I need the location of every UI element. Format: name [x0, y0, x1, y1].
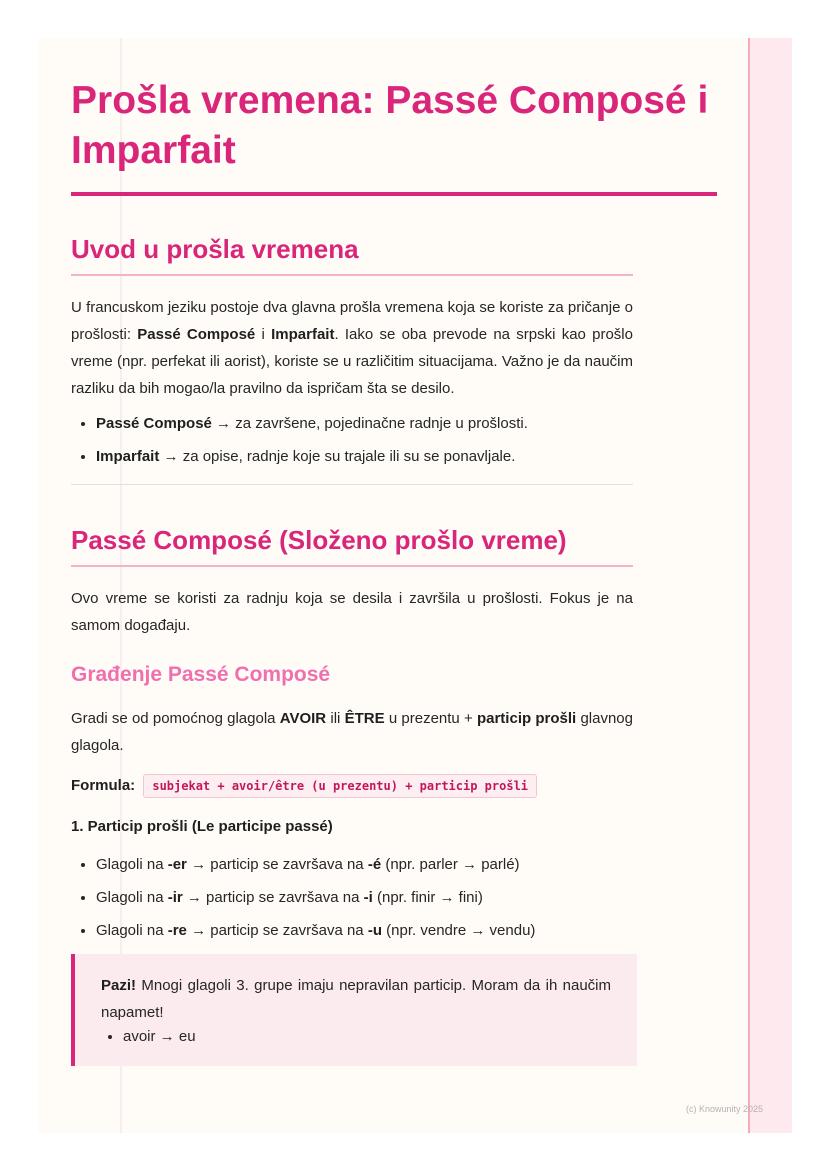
list-item: • avoir → eu	[123, 1026, 611, 1048]
text: i	[255, 326, 272, 343]
section-underline	[71, 274, 633, 276]
list-item	[96, 414, 633, 433]
passe-compose-intro: Ovo vreme se koristi za radnju koja se desila i završila u prošlosti. Fokus je na samom događaju.	[71, 590, 633, 634]
text: . Iako se oba prevode na srpski kao prošlo vreme (npr. perfekat ili aorist), koriste se u različitim situacijama. Važno je da naučim razliku da bih mogao/la pravilno da ispričam šta se desilo.	[71, 326, 633, 397]
title-underline	[71, 192, 717, 196]
bold-text: -i	[363, 889, 373, 906]
bold-text: Passé Composé	[137, 326, 256, 343]
page-sheet	[38, 38, 792, 1133]
text: U francuskom jeziku postoje dva glavna prošla vremena koja se koriste za pričanje o prošlosti:	[71, 299, 633, 343]
formula-label: Formula:	[71, 777, 136, 794]
formula-code: subjekat + avoir/être (u prezentu) + particip prošli	[143, 774, 537, 798]
section-divider	[71, 484, 633, 485]
bold-text: ÊTRE	[344, 710, 385, 727]
list-item	[96, 855, 633, 874]
bold-text: AVOIR	[279, 710, 327, 727]
tense-overview-list	[71, 414, 633, 466]
margin-line	[748, 38, 750, 1133]
subsection-heading: Građenje Passé Composé	[71, 663, 331, 686]
bold-text: Passé Composé	[96, 415, 212, 432]
section-underline	[71, 565, 633, 567]
bold-text: -u	[367, 922, 382, 939]
text: (npr. vendre → vendu)	[382, 922, 536, 939]
list-item	[96, 921, 633, 940]
section-heading-intro: Uvod u prošla vremena	[71, 234, 359, 264]
participle-rules-list	[71, 855, 633, 940]
bold-text: Pazi!	[101, 977, 137, 994]
bold-text: Imparfait	[96, 448, 160, 465]
building-paragraph	[71, 705, 633, 759]
document-content	[71, 76, 709, 1066]
text: u prezentu +	[384, 710, 477, 727]
callout-text	[101, 972, 611, 1026]
list-item	[96, 447, 633, 466]
list-item	[96, 888, 633, 907]
warning-callout	[71, 954, 637, 1066]
text: → particip se završava na	[182, 889, 364, 906]
section-heading-passe-compose: Passé Composé (Složeno prošlo vreme)	[71, 525, 567, 555]
intro-paragraph	[71, 294, 633, 402]
text: Gradi se od pomoćnog glagola	[71, 710, 280, 727]
text: → particip se završava na	[186, 922, 368, 939]
step-heading: 1. Particip prošli (Le participe passé)	[71, 818, 333, 835]
text: Glagoli na	[96, 889, 168, 906]
formula-row	[71, 773, 633, 799]
text: ili	[326, 710, 345, 727]
text: → za završene, pojedinačne radnje u prošlosti.	[211, 415, 528, 432]
text: Glagoli na	[96, 922, 168, 939]
text: → particip se završava na	[186, 856, 368, 873]
bold-text: -é	[367, 856, 382, 873]
bold-text: -er	[167, 856, 187, 873]
bold-text: Imparfait	[271, 326, 335, 343]
text: Glagoli na	[96, 856, 168, 873]
text: → za opise, radnje koje su trajale ili su se ponavljale.	[159, 448, 516, 465]
margin-strip	[748, 38, 792, 1133]
copyright-footer: (c) Knowunity 2025	[686, 1104, 764, 1114]
bold-text: -re	[167, 922, 187, 939]
page-title: Prošla vremena: Passé Composé i Imparfait	[71, 79, 709, 172]
bold-text: particip prošli	[476, 710, 577, 727]
text: (npr. parler → parlé)	[381, 856, 520, 873]
callout-list	[101, 1026, 611, 1048]
text: glavnog glagola.	[71, 710, 633, 754]
text: Mnogi glagoli 3. grupe imaju nepravilan particip. Moram da ih naučim napamet!	[101, 977, 611, 1021]
text: (npr. finir → fini)	[372, 889, 483, 906]
bold-text: -ir	[167, 889, 183, 906]
